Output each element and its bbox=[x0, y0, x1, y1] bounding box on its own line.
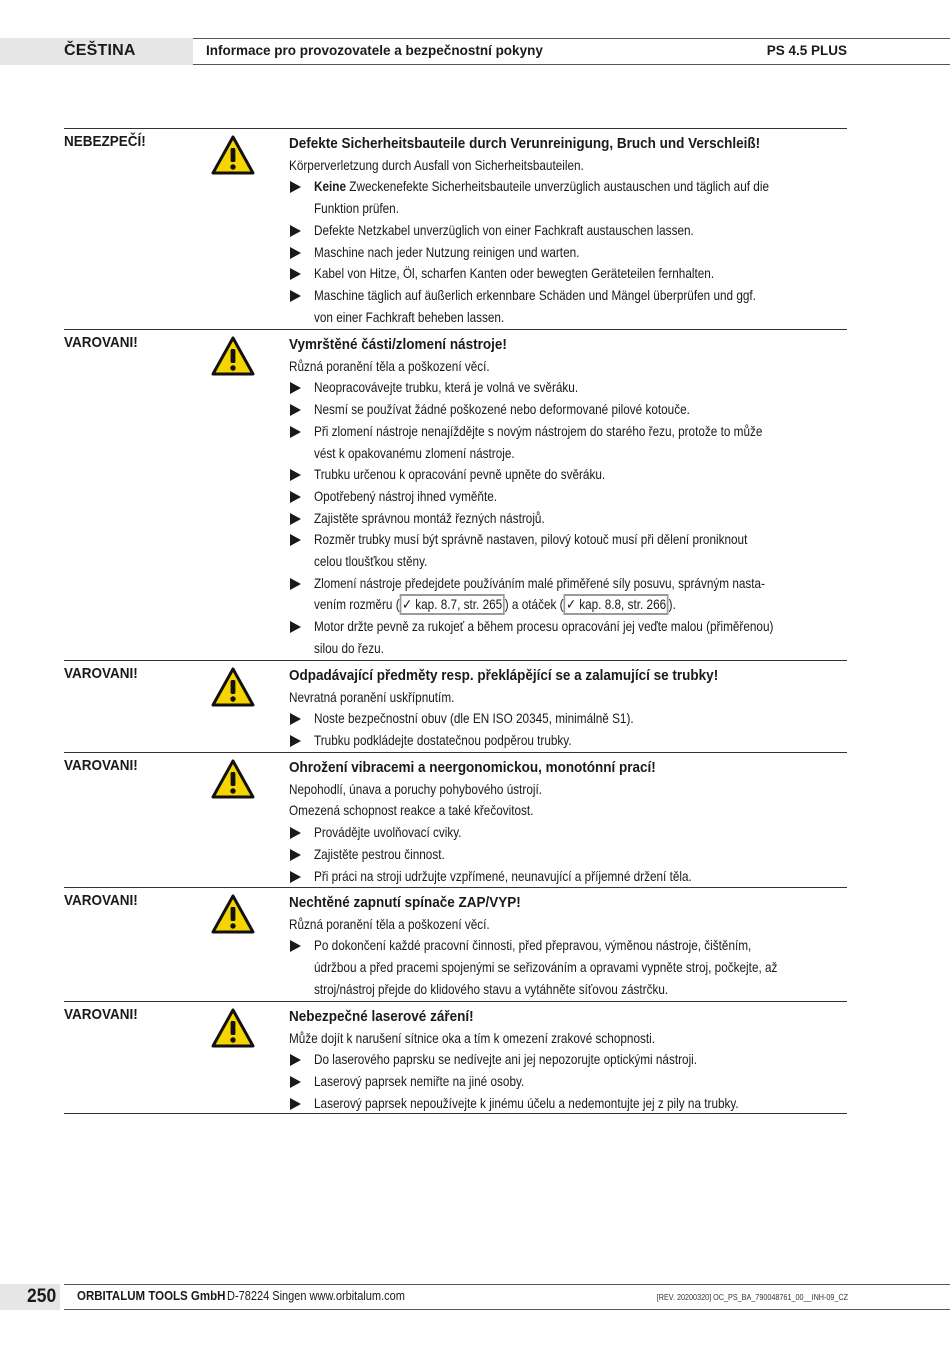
instruction-text: Zajistěte správnou montáž řezných nástrojů. bbox=[314, 509, 545, 526]
instruction-line bbox=[314, 198, 768, 220]
instruction-line bbox=[314, 307, 768, 329]
instruction-item bbox=[289, 616, 854, 659]
bullet-arrow-icon bbox=[290, 382, 301, 394]
instruction-line bbox=[314, 866, 768, 888]
warning-title: Odpadávající předměty resp. překlápějící se a zalamující se trubky! bbox=[289, 667, 719, 684]
bullet-arrow-icon bbox=[290, 621, 301, 633]
instruction-item bbox=[289, 844, 854, 866]
instruction-line bbox=[314, 708, 768, 730]
bullet-arrow-icon bbox=[290, 871, 301, 883]
instruction-text: Maschine nach jeder Nutzung reinigen und warten. bbox=[314, 243, 580, 260]
signal-word: VAROVANI! bbox=[64, 892, 138, 909]
warning-consequence: Různá poranění těla a poškození věcí. bbox=[289, 357, 490, 374]
instruction-item bbox=[289, 285, 854, 328]
instruction-text: údržbou a před pracemi spojenými se seřizováním a opravami vypněte stroj, počkejte, až bbox=[314, 959, 778, 976]
instruction-item bbox=[289, 464, 854, 486]
instruction-line bbox=[314, 935, 768, 957]
bullet-arrow-icon bbox=[290, 268, 301, 280]
instruction-text: Zweckenefekte Sicherheitsbauteile unverzüglich austauschen und täglich auf die bbox=[349, 178, 770, 195]
warning-content bbox=[289, 665, 854, 752]
warning-row bbox=[64, 1001, 847, 1114]
instruction-line bbox=[314, 551, 768, 573]
footer-rule-bottom bbox=[64, 1309, 950, 1310]
instruction-text: Maschine täglich auf äußerlich erkennbare Schäden und Mängel überprüfen und ggf. bbox=[314, 286, 756, 303]
bullet-arrow-icon bbox=[290, 827, 301, 839]
instruction-line bbox=[314, 176, 768, 198]
instruction-line bbox=[314, 486, 768, 508]
bullet-arrow-icon bbox=[290, 290, 301, 302]
header-rule-top bbox=[193, 38, 950, 39]
warning-triangle-icon bbox=[211, 759, 255, 799]
warning-consequence: Nevratná poranění uskřípnutím. bbox=[289, 688, 455, 705]
page-number-box bbox=[0, 1284, 60, 1310]
instruction-text: vést k opakovanému zlomení nástroje. bbox=[314, 444, 515, 461]
instruction-line bbox=[314, 263, 768, 285]
instruction-line bbox=[314, 1049, 768, 1071]
warning-content bbox=[289, 133, 854, 328]
instruction-item bbox=[289, 708, 854, 730]
instruction-item bbox=[289, 377, 854, 399]
bullet-arrow-icon bbox=[290, 404, 301, 416]
instruction-text: Defekte Netzkabel unverzüglich von einer Fachkraft austauschen lassen. bbox=[314, 221, 694, 238]
instruction-line bbox=[314, 529, 768, 551]
instruction-text: Provádějte uvolňovací cviky. bbox=[314, 824, 462, 841]
bullet-arrow-icon bbox=[290, 1054, 301, 1066]
bullet-arrow-icon bbox=[290, 1098, 301, 1110]
cross-reference-link[interactable]: ✓ kap. 8.7, str. 265 bbox=[400, 594, 505, 615]
instruction-text: Při zlomení nástroje nenajíždějte s novým nástrojem do starého řezu, protože to může bbox=[314, 422, 763, 439]
instruction-text: Laserový paprsek nepoužívejte k jinému účelu a nedemontujte jej z pily na trubky. bbox=[314, 1094, 739, 1111]
warning-title: Nebezpečné laserové záření! bbox=[289, 1008, 474, 1025]
instruction-text: ) a otáček ( bbox=[504, 596, 564, 613]
instruction-line bbox=[314, 616, 774, 638]
warning-row bbox=[64, 660, 847, 752]
instruction-text: Trubku určenou k opracování pevně upněte do svěráku. bbox=[314, 466, 606, 483]
instruction-item bbox=[289, 399, 854, 421]
instruction-line bbox=[314, 242, 768, 264]
instruction-keyword: Keine bbox=[314, 178, 347, 195]
instruction-line bbox=[314, 464, 768, 486]
instruction-text: Noste bezpečnostní obuv (dle EN ISO 20345, minimálně S1). bbox=[314, 710, 634, 727]
instruction-text: Laserový paprsek nemiřte na jiné osoby. bbox=[314, 1073, 525, 1090]
footer-company: ORBITALUM TOOLS GmbH bbox=[77, 1289, 226, 1303]
instruction-text: von einer Fachkraft beheben lassen. bbox=[314, 308, 505, 325]
bullet-arrow-icon bbox=[290, 940, 301, 952]
footer-address: D-78224 Singen www.orbitalum.com bbox=[227, 1289, 405, 1303]
bullet-arrow-icon bbox=[290, 491, 301, 503]
bullet-arrow-icon bbox=[290, 578, 301, 590]
instruction-item bbox=[289, 486, 854, 508]
instruction-item bbox=[289, 1049, 854, 1071]
instruction-text: Rozměr trubky musí být správně nastaven, pilový kotouč musí při dělení proniknout bbox=[314, 531, 748, 548]
warning-content bbox=[289, 334, 854, 660]
instruction-text: stroj/nástroj přejde do klidového stavu a vytáhněte síťovou zástrčku. bbox=[314, 980, 669, 997]
bullet-arrow-icon bbox=[290, 849, 301, 861]
instruction-line bbox=[314, 638, 768, 660]
warning-consequence: Může dojít k narušení sítnice oka a tím k omezení zrakové schopnosti. bbox=[289, 1029, 656, 1046]
instruction-text: Trubku podkládejte dostatečnou podpěrou trubky. bbox=[314, 732, 572, 749]
page-number: 250 bbox=[27, 1286, 57, 1307]
instruction-line bbox=[314, 594, 768, 616]
instruction-item bbox=[289, 263, 854, 285]
instruction-item bbox=[289, 866, 854, 888]
instruction-item bbox=[289, 176, 854, 219]
warning-title: Defekte Sicherheitsbauteile durch Verunreinigung, Bruch und Verschleiß! bbox=[289, 135, 761, 152]
safety-warnings-table bbox=[64, 128, 847, 1114]
instruction-line: Zlomení nástroje předejdete používáním malé přiměřené síly posuvu, správným nasta- bbox=[314, 574, 766, 591]
instruction-item bbox=[289, 508, 854, 530]
bullet-arrow-icon bbox=[290, 181, 301, 193]
instruction-item bbox=[289, 529, 854, 572]
warning-title: Ohrožení vibracemi a neergonomickou, monotónní prací! bbox=[289, 759, 656, 776]
model-name: PS 4.5 PLUS bbox=[766, 43, 847, 58]
instruction-line bbox=[314, 822, 768, 844]
warning-row bbox=[64, 752, 847, 887]
instruction-line bbox=[314, 979, 768, 1001]
signal-word: VAROVANI! bbox=[64, 665, 138, 682]
warning-content bbox=[289, 892, 854, 1001]
cross-reference-link[interactable]: ✓ kap. 8.8, str. 266 bbox=[564, 594, 669, 615]
instruction-line bbox=[314, 957, 778, 979]
warning-triangle-icon bbox=[211, 667, 255, 707]
instruction-item bbox=[289, 1071, 854, 1093]
instruction-line bbox=[314, 1071, 768, 1093]
instruction-item bbox=[289, 573, 854, 616]
instruction-item bbox=[289, 242, 854, 264]
instruction-line bbox=[314, 220, 768, 242]
warning-row bbox=[64, 128, 847, 329]
instruction-text: ). bbox=[668, 596, 676, 613]
instruction-item bbox=[289, 822, 854, 844]
warning-triangle-icon bbox=[211, 135, 255, 175]
instruction-text: Opotřebený nástroj ihned vyměňte. bbox=[314, 487, 498, 504]
instruction-item bbox=[289, 220, 854, 242]
instruction-line bbox=[314, 421, 768, 443]
instruction-text: vením rozměru ( bbox=[314, 596, 400, 613]
instruction-text: Do laserového paprsku se nedívejte ani jej nepozorujte optickými nástroji. bbox=[314, 1051, 698, 1068]
instruction-line bbox=[314, 508, 768, 530]
section-title: Informace pro provozovatele a bezpečnostní pokyny bbox=[206, 43, 543, 58]
instruction-text: Funktion prüfen. bbox=[314, 200, 399, 217]
instruction-text: Nesmí se používat žádné poškozené nebo deformované pilové kotouče. bbox=[314, 401, 690, 418]
instruction-text: Při práci na stroji udržujte vzpřímené, neunavující a příjemné držení těla. bbox=[314, 867, 692, 884]
warning-consequence: Nepohodlí, únava a poruchy pohybového ústrojí. bbox=[289, 780, 543, 797]
signal-word: VAROVANI! bbox=[64, 757, 138, 774]
warning-consequence: Omezená schopnost reakce a také křečovitost. bbox=[289, 802, 534, 819]
signal-word: NEBEZPEČÍ! bbox=[64, 133, 146, 150]
warning-triangle-icon bbox=[211, 894, 255, 934]
bullet-arrow-icon bbox=[290, 513, 301, 525]
instruction-text: Po dokončení každé pracovní činnosti, před přepravou, výměnou nástroje, čištěním, bbox=[314, 937, 752, 954]
signal-word: VAROVANI! bbox=[64, 1006, 138, 1023]
footer-doc-reference: [REV. 20200320] OC_PS_BA_790048761_00__INH-09_CZ bbox=[656, 1292, 848, 1302]
bullet-arrow-icon bbox=[290, 713, 301, 725]
bullet-arrow-icon bbox=[290, 247, 301, 259]
instruction-text: Kabel von Hitze, Öl, scharfen Kanten oder bewegten Geräteteilen fernhalten. bbox=[314, 265, 715, 282]
instruction-item bbox=[289, 421, 854, 464]
instruction-text: Zajistěte pestrou činnost. bbox=[314, 845, 445, 862]
instruction-line bbox=[314, 285, 768, 307]
instruction-text: Motor držte pevně za rukojeť a během procesu opracování jej veďte malou (přiměřenou) bbox=[314, 618, 774, 635]
instruction-item bbox=[289, 1093, 854, 1115]
bullet-arrow-icon bbox=[290, 735, 301, 747]
instruction-text: celou tloušťkou stěny. bbox=[314, 553, 428, 570]
instruction-line bbox=[314, 730, 768, 752]
bullet-arrow-icon bbox=[290, 469, 301, 481]
header-rule-bottom bbox=[193, 64, 950, 65]
instruction-line bbox=[314, 399, 768, 421]
footer-rule-top bbox=[64, 1284, 950, 1285]
bullet-arrow-icon bbox=[290, 225, 301, 237]
bullet-arrow-icon bbox=[290, 534, 301, 546]
language-label: ČEŠTINA bbox=[64, 42, 136, 59]
instruction-item bbox=[289, 935, 854, 1000]
warning-row bbox=[64, 329, 847, 660]
instruction-text: silou do řezu. bbox=[314, 639, 384, 656]
warning-content bbox=[289, 757, 854, 887]
instruction-line bbox=[314, 1093, 768, 1115]
warning-row bbox=[64, 887, 847, 1001]
instruction-text: Neopracovávejte trubku, která je volná ve svěráku. bbox=[314, 379, 579, 396]
instruction-item bbox=[289, 730, 854, 752]
signal-word: VAROVANI! bbox=[64, 334, 138, 351]
instruction-line bbox=[314, 844, 768, 866]
warning-triangle-icon bbox=[211, 336, 255, 376]
bullet-arrow-icon bbox=[290, 1076, 301, 1088]
instruction-line bbox=[314, 377, 768, 399]
warning-content bbox=[289, 1006, 854, 1115]
language-label-box bbox=[0, 38, 193, 65]
bullet-arrow-icon bbox=[290, 426, 301, 438]
warning-title: Vymrštěné části/zlomení nástroje! bbox=[289, 336, 507, 353]
warning-triangle-icon bbox=[211, 1008, 255, 1048]
instruction-line bbox=[314, 443, 768, 465]
warning-consequence: Körperverletzung durch Ausfall von Sicherheitsbauteilen. bbox=[289, 156, 584, 173]
warning-consequence: Různá poranění těla a poškození věcí. bbox=[289, 915, 490, 932]
warning-title: Nechtěné zapnutí spínače ZAP/VYP! bbox=[289, 894, 521, 911]
